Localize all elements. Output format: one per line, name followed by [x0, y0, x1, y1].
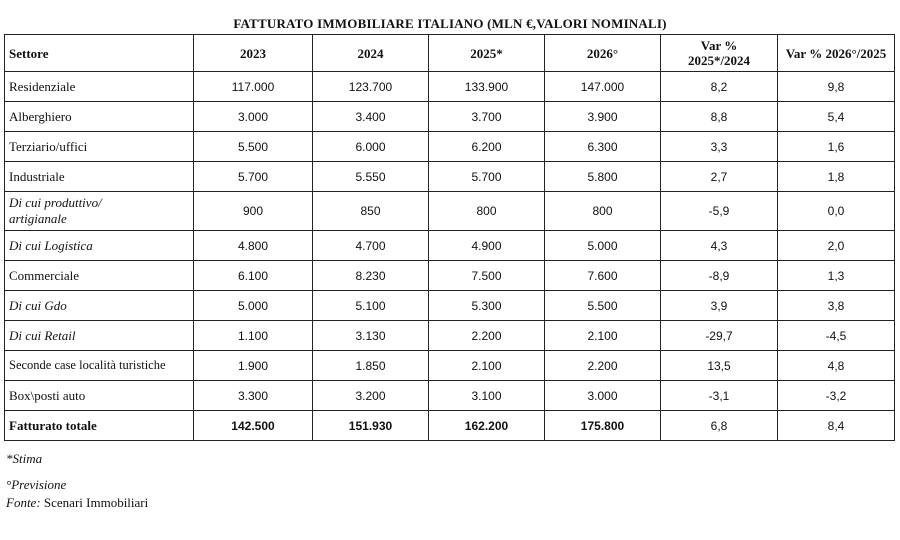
cell-var-2026: -4,5 [778, 321, 895, 351]
cell-2025: 3.700 [429, 102, 545, 132]
cell-2023: 3.000 [194, 102, 313, 132]
cell-var-2026: 1,3 [778, 261, 895, 291]
header-2026: 2026° [545, 35, 661, 72]
cell-2025: 133.900 [429, 72, 545, 102]
cell-var-2025: 3,3 [661, 132, 778, 162]
cell-2026: 800 [545, 192, 661, 231]
row-label-line2: artigianale [9, 211, 67, 226]
cell-2023: 4.800 [194, 231, 313, 261]
header-2024: 2024 [313, 35, 429, 72]
cell-2024: 8.230 [313, 261, 429, 291]
cell-var-2025: 8,2 [661, 72, 778, 102]
cell-var-2026: 1,6 [778, 132, 895, 162]
header-var-2025 [661, 35, 778, 72]
row-label: Residenziale [5, 72, 194, 102]
cell-2026: 147.000 [545, 72, 661, 102]
cell-2024: 3.200 [313, 381, 429, 411]
cell-2023: 5.700 [194, 162, 313, 192]
cell-var-2025: -3,1 [661, 381, 778, 411]
cell-var-2026: 9,8 [778, 72, 895, 102]
cell-2023: 117.000 [194, 72, 313, 102]
cell-2026: 175.800 [545, 411, 661, 441]
header-2023: 2023 [194, 35, 313, 72]
cell-2026: 2.200 [545, 351, 661, 381]
cell-2025: 162.200 [429, 411, 545, 441]
note-previsione: °Previsione [6, 477, 67, 492]
table-row-residenziale [5, 72, 895, 102]
cell-var-2026: 3,8 [778, 291, 895, 321]
cell-2024: 5.100 [313, 291, 429, 321]
row-label: Commerciale [5, 261, 194, 291]
cell-2024: 151.930 [313, 411, 429, 441]
cell-2025: 5.300 [429, 291, 545, 321]
note-spacer [6, 468, 148, 476]
cell-var-2025: -29,7 [661, 321, 778, 351]
cell-var-2025: -8,9 [661, 261, 778, 291]
table-row-produttivo [5, 192, 895, 231]
table-row-seconde-case [5, 351, 895, 381]
cell-var-2026: 0,0 [778, 192, 895, 231]
cell-2023: 1.100 [194, 321, 313, 351]
cell-var-2025: 2,7 [661, 162, 778, 192]
cell-2023: 900 [194, 192, 313, 231]
table-row-commerciale [5, 261, 895, 291]
header-var-2025-line1: Var % [700, 38, 738, 53]
cell-2025: 2.200 [429, 321, 545, 351]
row-label: Industriale [5, 162, 194, 192]
cell-2024: 5.550 [313, 162, 429, 192]
cell-var-2025: 4,3 [661, 231, 778, 261]
header-2025: 2025* [429, 35, 545, 72]
cell-2023: 6.100 [194, 261, 313, 291]
cell-2026: 5.800 [545, 162, 661, 192]
header-var-2026: Var % 2026°/2025 [778, 35, 895, 72]
cell-2023: 3.300 [194, 381, 313, 411]
cell-2026: 2.100 [545, 321, 661, 351]
cell-2025: 7.500 [429, 261, 545, 291]
table-row-total [5, 411, 895, 441]
cell-2025: 6.200 [429, 132, 545, 162]
cell-2024: 850 [313, 192, 429, 231]
cell-var-2026: 4,8 [778, 351, 895, 381]
cell-var-2026: 2,0 [778, 231, 895, 261]
footnotes [6, 450, 148, 512]
cell-var-2026: 1,8 [778, 162, 895, 192]
cell-var-2025: 8,8 [661, 102, 778, 132]
revenue-table [4, 34, 895, 441]
note-fonte-value: Scenari Immobiliari [43, 495, 149, 510]
cell-2026: 7.600 [545, 261, 661, 291]
row-label: Seconde case località turistiche [5, 351, 194, 381]
row-label-line1: Di cui produttivo/ [9, 195, 102, 210]
row-label: Box\posti auto [5, 381, 194, 411]
cell-2024: 4.700 [313, 231, 429, 261]
table-row-industriale [5, 162, 895, 192]
header-row [5, 35, 895, 72]
cell-2026: 6.300 [545, 132, 661, 162]
table-row-gdo [5, 291, 895, 321]
cell-2026: 3.900 [545, 102, 661, 132]
cell-2026: 5.000 [545, 231, 661, 261]
table-row-retail [5, 321, 895, 351]
cell-2025: 5.700 [429, 162, 545, 192]
row-label: Alberghiero [5, 102, 194, 132]
cell-2025: 800 [429, 192, 545, 231]
table-row-terziario [5, 132, 895, 162]
cell-var-2025: 3,9 [661, 291, 778, 321]
cell-2023: 142.500 [194, 411, 313, 441]
table-row-logistica [5, 231, 895, 261]
cell-2023: 5.000 [194, 291, 313, 321]
note-stima: *Stima [6, 451, 43, 466]
cell-2025: 2.100 [429, 351, 545, 381]
row-label: Fatturato totale [5, 411, 194, 441]
cell-2026: 5.500 [545, 291, 661, 321]
table-row-alberghiero [5, 102, 895, 132]
cell-2024: 1.850 [313, 351, 429, 381]
row-label [5, 192, 194, 231]
row-label: Di cui Gdo [5, 291, 194, 321]
cell-2024: 3.400 [313, 102, 429, 132]
cell-2024: 3.130 [313, 321, 429, 351]
cell-var-2025: -5,9 [661, 192, 778, 231]
cell-var-2025: 6,8 [661, 411, 778, 441]
row-label: Di cui Retail [5, 321, 194, 351]
row-label: Di cui Logistica [5, 231, 194, 261]
note-fonte-label: Fonte: [6, 495, 41, 510]
cell-2025: 4.900 [429, 231, 545, 261]
cell-var-2026: 5,4 [778, 102, 895, 132]
cell-2026: 3.000 [545, 381, 661, 411]
cell-2023: 5.500 [194, 132, 313, 162]
cell-2024: 6.000 [313, 132, 429, 162]
cell-2023: 1.900 [194, 351, 313, 381]
table-title: FATTURATO IMMOBILIARE ITALIANO (MLN €,VALORI NOMINALI) [233, 16, 667, 31]
header-settore: Settore [5, 35, 194, 72]
cell-2025: 3.100 [429, 381, 545, 411]
header-var-2025-line2: 2025*/2024 [687, 53, 751, 68]
cell-var-2026: -3,2 [778, 381, 895, 411]
table-row-box-posti-auto [5, 381, 895, 411]
cell-2024: 123.700 [313, 72, 429, 102]
cell-var-2026: 8,4 [778, 411, 895, 441]
note-fonte [6, 494, 148, 512]
cell-var-2025: 13,5 [661, 351, 778, 381]
row-label: Terziario/uffici [5, 132, 194, 162]
